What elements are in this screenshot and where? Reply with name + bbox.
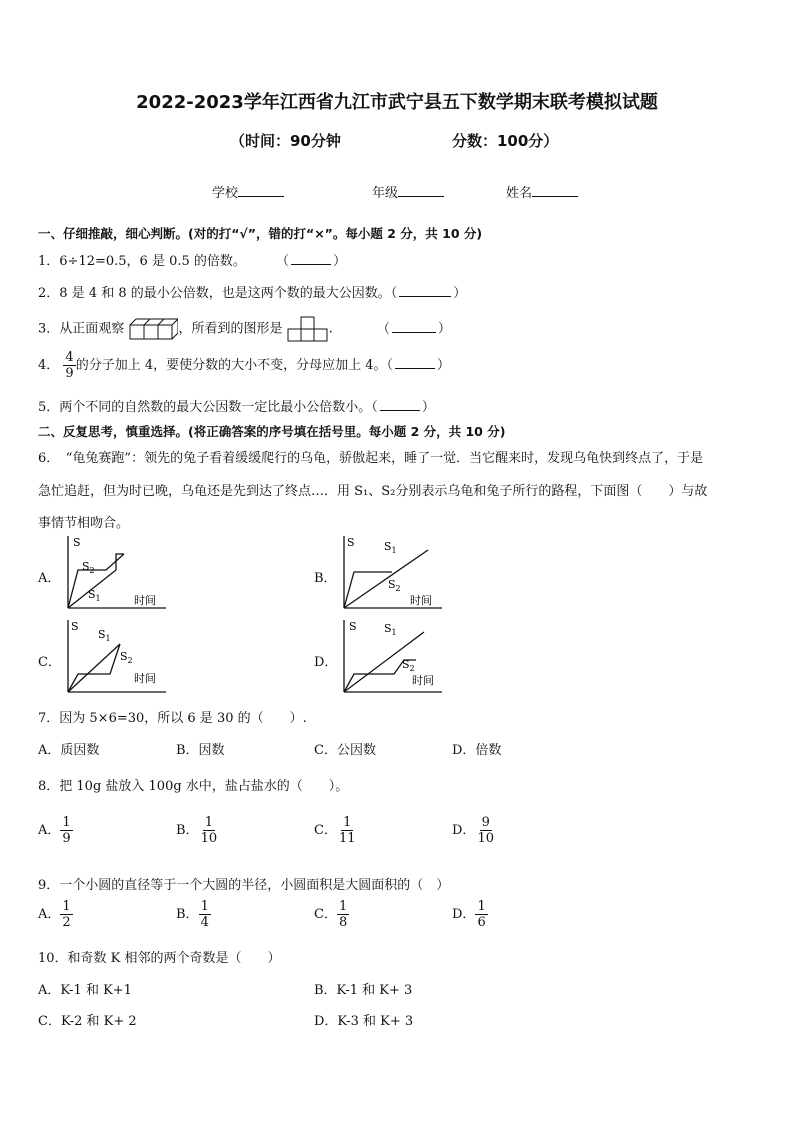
q4-fraction-denominator: 9 bbox=[65, 366, 74, 381]
grade-blank[interactable] bbox=[398, 184, 444, 197]
q6-graph-b bbox=[336, 532, 446, 612]
q7-option-c[interactable]: C．公因数 bbox=[314, 743, 376, 758]
q6-option-c-label[interactable]: C． bbox=[38, 655, 61, 670]
graph-c-s-label: S bbox=[71, 620, 79, 633]
q8-c-label: C． bbox=[314, 823, 337, 838]
exam-time: （时间：90分钟 bbox=[230, 132, 341, 150]
q6-graph-a bbox=[60, 532, 170, 612]
q5-text: 两个不同的自然数的最大公因数一定比最小公倍数小。 bbox=[59, 400, 372, 415]
q8-d-fraction bbox=[475, 815, 496, 846]
q3-paren-right: ） bbox=[437, 321, 451, 337]
graph-b-s2-label: $S_2$ bbox=[388, 578, 401, 593]
q9-c-numerator: 1 bbox=[338, 899, 348, 914]
q9-option-a[interactable] bbox=[38, 899, 73, 930]
section1-heading: 一、仔细推敲，细心判断。(对的打“√”，错的打“×”。每小题 2 分，共 10 分) bbox=[38, 226, 483, 241]
q7-option-b[interactable]: B．因数 bbox=[176, 743, 225, 758]
q5-answer-blank[interactable] bbox=[380, 398, 420, 411]
q9-option-d[interactable] bbox=[452, 899, 488, 930]
q4-paren-right: ） bbox=[437, 358, 451, 373]
graph-b-s1-label: $S_1$ bbox=[384, 540, 397, 555]
school-label: 学校 bbox=[212, 186, 239, 201]
q10-option-c[interactable]: C．K-2 和 K+ 2 bbox=[38, 1014, 137, 1029]
q9-option-c[interactable] bbox=[314, 899, 349, 930]
q3-answer-blank[interactable] bbox=[392, 320, 436, 333]
q8-a-numerator: 1 bbox=[62, 815, 71, 830]
q5-paren-left: （ bbox=[371, 400, 378, 415]
graph-d-s-label: S bbox=[349, 620, 357, 633]
q8-a-denominator: 9 bbox=[62, 831, 71, 846]
exam-score: 分数：100分） bbox=[452, 132, 559, 150]
q9-b-numerator: 1 bbox=[200, 899, 209, 914]
q8-d-numerator: 9 bbox=[481, 815, 490, 830]
question-7: 7．因为 5×6=30，所以 6 是 30 的（ ）. bbox=[38, 711, 307, 726]
q8-c-denominator: 11 bbox=[338, 831, 356, 846]
q10-option-a[interactable]: A．K-1 和 K+1 bbox=[38, 983, 132, 998]
q8-d-denominator: 10 bbox=[477, 831, 494, 846]
graph-d-time-label: 时间 bbox=[412, 674, 434, 687]
q4-num: 4． bbox=[38, 358, 60, 373]
question-3 bbox=[38, 316, 451, 342]
section2-heading: 二、反复思考，慎重选择。(将正确答案的序号填在括号里。每小题 2 分，共 10 分) bbox=[38, 424, 506, 439]
school-field bbox=[212, 182, 284, 201]
q8-b-label: B． bbox=[176, 823, 199, 838]
q9-a-label: A． bbox=[38, 907, 61, 922]
graph-a-s1-label: $S_1$ bbox=[88, 588, 101, 603]
q2-paren-right: ） bbox=[453, 286, 467, 301]
q6-option-b-label[interactable]: B． bbox=[314, 571, 337, 586]
name-label: 姓名 bbox=[506, 186, 533, 201]
question-2 bbox=[38, 282, 466, 301]
q8-a-label: A． bbox=[38, 823, 61, 838]
q8-c-fraction bbox=[337, 815, 358, 846]
q9-c-denominator: 8 bbox=[338, 915, 348, 930]
q2-num: 2． bbox=[38, 286, 60, 301]
q6-option-a-label[interactable]: A． bbox=[38, 571, 61, 586]
q1-paren-right: ） bbox=[333, 254, 347, 269]
q9-c-fraction bbox=[337, 899, 349, 930]
solid-figure-icon bbox=[128, 317, 178, 341]
q4-fraction bbox=[63, 350, 75, 381]
graph-c-s2-label: $S_2$ bbox=[120, 650, 133, 665]
q9-b-fraction bbox=[199, 899, 211, 930]
q9-option-b[interactable] bbox=[176, 899, 211, 930]
q9-a-numerator: 1 bbox=[62, 899, 71, 914]
q8-b-fraction bbox=[199, 815, 220, 846]
q2-text: 8 是 4 和 8 的最小公倍数，也是这两个数的最大公因数。 bbox=[59, 286, 391, 301]
graph-a-s-label: S bbox=[73, 536, 81, 549]
q6-line-3: 事情节相吻合。 bbox=[38, 516, 130, 531]
question-9: 9．一个小圆的直径等于一个大圆的半径，小圆面积是大圆面积的（ ） bbox=[38, 878, 450, 893]
q8-d-label: D． bbox=[452, 823, 476, 838]
q4-fraction-numerator: 4 bbox=[65, 350, 74, 365]
q9-d-denominator: 6 bbox=[477, 915, 486, 930]
q5-num: 5． bbox=[38, 400, 60, 415]
graph-c-time-label: 时间 bbox=[134, 672, 156, 685]
graph-a-s2-label: $S_2$ bbox=[82, 560, 95, 575]
graph-c-s1-label: $S_1$ bbox=[98, 628, 111, 643]
q6-graph-d bbox=[336, 616, 446, 696]
graph-b-s-label: S bbox=[347, 536, 355, 549]
front-view-icon bbox=[287, 316, 329, 342]
q9-a-denominator: 2 bbox=[62, 915, 71, 930]
question-10: 10．和奇数 K 相邻的两个奇数是（ ） bbox=[38, 951, 281, 966]
q8-a-fraction bbox=[60, 815, 72, 846]
q7-option-d[interactable]: D．倍数 bbox=[452, 743, 502, 758]
grade-label: 年级 bbox=[372, 186, 399, 201]
q3-paren-left: （ bbox=[376, 321, 390, 337]
q1-answer-blank[interactable] bbox=[291, 252, 331, 265]
q8-option-b[interactable] bbox=[176, 815, 219, 846]
q6-graph-c bbox=[60, 616, 170, 696]
question-1 bbox=[38, 250, 346, 269]
q9-b-denominator: 4 bbox=[200, 915, 209, 930]
q8-option-c[interactable] bbox=[314, 815, 358, 846]
graph-a-time-label: 时间 bbox=[134, 594, 156, 607]
q6-option-d-label[interactable]: D． bbox=[314, 655, 338, 670]
page-title: 2022-2023学年江西省九江市武宁县五下数学期末联考模拟试题 bbox=[136, 92, 658, 113]
q8-option-a[interactable] bbox=[38, 815, 73, 846]
q8-b-numerator: 1 bbox=[204, 815, 213, 830]
q4-answer-blank[interactable] bbox=[395, 356, 435, 369]
q9-d-numerator: 1 bbox=[477, 899, 486, 914]
q1-text: 6÷12=0.5，6 是 0.5 的倍数。 bbox=[59, 254, 246, 269]
q3-text-a: 从正面观察 bbox=[59, 321, 125, 337]
q7-option-a[interactable]: A．质因数 bbox=[38, 743, 100, 758]
q2-answer-blank[interactable] bbox=[399, 284, 451, 297]
q9-d-fraction bbox=[475, 899, 487, 930]
q4-text: 的分子加上 4，要使分数的大小不变，分母应加上 4。 bbox=[75, 358, 387, 373]
graph-a-line-step bbox=[116, 554, 124, 570]
q8-option-d[interactable] bbox=[452, 815, 496, 846]
name-blank[interactable] bbox=[532, 184, 578, 197]
q8-b-denominator: 10 bbox=[200, 831, 218, 846]
q9-d-label: D． bbox=[452, 907, 476, 922]
question-8: 8．把 10g 盐放入 100g 水中，盐占盐水的（ ）。 bbox=[38, 779, 349, 794]
q10-option-d[interactable]: D．K-3 和 K+ 3 bbox=[314, 1014, 414, 1029]
school-blank[interactable] bbox=[238, 184, 284, 197]
q1-paren-left: （ bbox=[276, 254, 290, 269]
grade-field bbox=[372, 182, 444, 201]
q9-a-fraction bbox=[60, 899, 72, 930]
graph-d-s1-label: $S_1$ bbox=[384, 622, 397, 637]
q1-num: 1． bbox=[38, 254, 60, 269]
question-5 bbox=[38, 396, 435, 415]
q6-line-2: 急忙追赶，但为时已晚，乌龟还是先到达了终点…．用 S₁、S₂分别表示乌龟和兔子所行的路程，下面图（ ）与故 bbox=[38, 484, 708, 499]
question-4 bbox=[38, 350, 450, 381]
q6-line-1: 6． “龟兔赛跑”：领先的兔子看着缓缓爬行的乌龟，骄傲起来，睡了一觉．当它醒来时，发现乌龟快到终点了，于是 bbox=[38, 451, 704, 466]
q9-c-label: C． bbox=[314, 907, 337, 922]
graph-b-time-label: 时间 bbox=[410, 594, 432, 607]
q3-num: 3． bbox=[38, 321, 60, 337]
q9-b-label: B． bbox=[176, 907, 199, 922]
name-field bbox=[506, 182, 578, 201]
q8-c-numerator: 1 bbox=[343, 815, 352, 830]
q3-text-b: ，所看到的图形是 bbox=[178, 321, 283, 337]
q5-paren-right: ） bbox=[421, 400, 435, 415]
q10-option-b[interactable]: B．K-1 和 K+ 3 bbox=[314, 983, 413, 998]
q3-text-c: . bbox=[328, 321, 333, 337]
q4-paren-left: （ bbox=[386, 358, 394, 373]
graph-d-s2-label: $S_2$ bbox=[402, 658, 415, 673]
q2-paren-left: （ bbox=[390, 286, 398, 301]
